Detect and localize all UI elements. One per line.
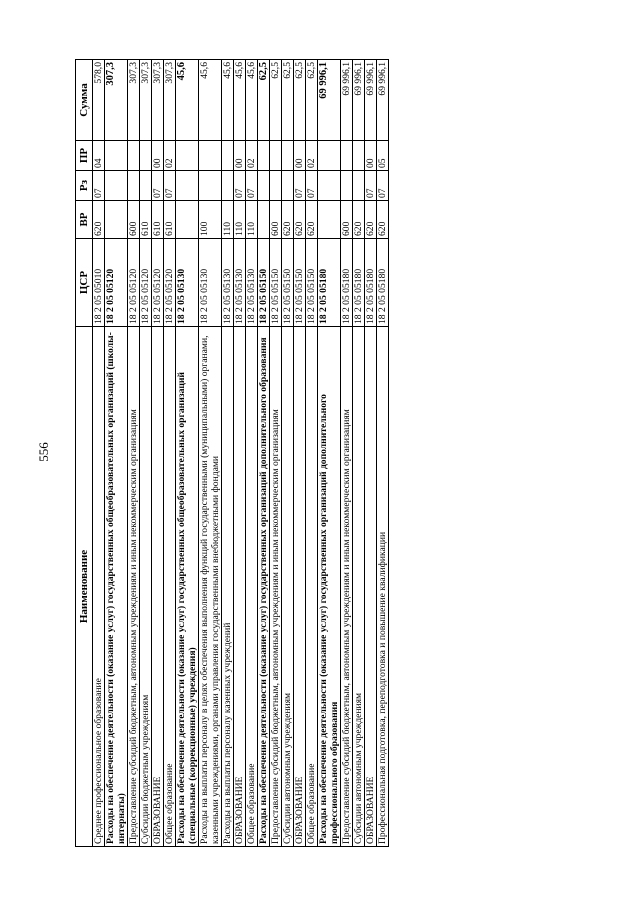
- cell-sum: 62,5: [270, 60, 282, 141]
- cell-rz: [140, 171, 152, 201]
- cell-vr: 610: [164, 201, 176, 239]
- header-sum: Сумма: [76, 60, 93, 141]
- cell-csr: 18 2 05 05150: [306, 239, 318, 327]
- cell-csr: 18 2 05 05130: [222, 239, 234, 327]
- page-number-text: 556: [36, 442, 51, 462]
- cell-vr: [258, 201, 270, 239]
- cell-csr: 18 2 05 05180: [377, 239, 389, 327]
- cell-rz: 07: [93, 171, 105, 201]
- cell-name: Расходы на выплаты персоналу казенных учреждений: [222, 327, 234, 847]
- cell-vr: 620: [353, 201, 365, 239]
- cell-csr: 18 2 05 05130: [199, 239, 222, 327]
- cell-pr: [222, 141, 234, 171]
- cell-name: Профессиональная подготовка, переподготовка и повышение квалификации: [377, 327, 389, 847]
- cell-pr: 02: [306, 141, 318, 171]
- cell-rz: [282, 171, 294, 201]
- cell-csr: 18 2 05 05180: [341, 239, 353, 327]
- table-row: [93, 60, 105, 847]
- table-row: [246, 60, 258, 847]
- cell-name: ОБРАЗОВАНИЕ: [152, 327, 164, 847]
- cell-rz: 07: [365, 171, 377, 201]
- cell-sum: 307,3: [140, 60, 152, 141]
- cell-vr: 600: [341, 201, 353, 239]
- cell-name: Общее образование: [306, 327, 318, 847]
- table-row: [318, 60, 341, 847]
- cell-csr: 18 2 05 05130: [246, 239, 258, 327]
- cell-rz: [270, 171, 282, 201]
- cell-pr: [140, 141, 152, 171]
- cell-vr: 620: [365, 201, 377, 239]
- cell-name: Общее образование: [164, 327, 176, 847]
- cell-vr: 620: [306, 201, 318, 239]
- table-row: [128, 60, 140, 847]
- cell-vr: 110: [222, 201, 234, 239]
- cell-vr: 620: [93, 201, 105, 239]
- cell-pr: [270, 141, 282, 171]
- table-header-row: [76, 60, 93, 847]
- cell-vr: 600: [128, 201, 140, 239]
- cell-vr: 620: [377, 201, 389, 239]
- table-row: [306, 60, 318, 847]
- cell-sum: 69 996,1: [341, 60, 353, 141]
- table-row: [199, 60, 222, 847]
- cell-rz: [258, 171, 270, 201]
- table-rotator: [75, 59, 389, 847]
- cell-vr: 610: [152, 201, 164, 239]
- table-row: [105, 60, 128, 847]
- cell-vr: 110: [234, 201, 246, 239]
- cell-csr: 18 2 05 05120: [140, 239, 152, 327]
- cell-vr: 100: [199, 201, 222, 239]
- cell-vr: [105, 201, 128, 239]
- cell-vr: [176, 201, 199, 239]
- cell-pr: [258, 141, 270, 171]
- cell-sum: 307,3: [128, 60, 140, 141]
- cell-pr: 02: [246, 141, 258, 171]
- table-row: [152, 60, 164, 847]
- cell-csr: 18 2 05 05150: [258, 239, 270, 327]
- cell-csr: 18 2 05 05150: [282, 239, 294, 327]
- cell-rz: [176, 171, 199, 201]
- cell-vr: 620: [294, 201, 306, 239]
- cell-name: Субсидии бюджетным учреждениям: [140, 327, 152, 847]
- table-row: [365, 60, 377, 847]
- cell-csr: 18 2 05 05120: [152, 239, 164, 327]
- cell-name: Субсидии автономным учреждениям: [353, 327, 365, 847]
- cell-pr: [105, 141, 128, 171]
- cell-vr: 110: [246, 201, 258, 239]
- table-row: [282, 60, 294, 847]
- table-row: [176, 60, 199, 847]
- cell-pr: [341, 141, 353, 171]
- cell-rz: 07: [294, 171, 306, 201]
- cell-rz: 07: [164, 171, 176, 201]
- cell-vr: 610: [140, 201, 152, 239]
- table-row: [258, 60, 270, 847]
- cell-name: ОБРАЗОВАНИЕ: [294, 327, 306, 847]
- cell-pr: 02: [164, 141, 176, 171]
- cell-sum: 307,3: [105, 60, 128, 141]
- cell-csr: 18 2 05 05010: [93, 239, 105, 327]
- cell-sum: 69 996,1: [377, 60, 389, 141]
- header-pr: ПР: [76, 141, 93, 171]
- cell-pr: 00: [152, 141, 164, 171]
- cell-rz: [128, 171, 140, 201]
- cell-vr: 600: [270, 201, 282, 239]
- table-row: [222, 60, 234, 847]
- header-name: Наименование: [76, 327, 93, 847]
- cell-sum: 69 996,1: [365, 60, 377, 141]
- cell-rz: 07: [152, 171, 164, 201]
- cell-name: Расходы на выплаты персоналу в целях обеспечения выполнения функций государственными (муниципальными) органами, казенными учреждениями, органами управления государственными внебюджетными фондами: [199, 327, 222, 847]
- cell-rz: [353, 171, 365, 201]
- cell-sum: 45,6: [234, 60, 246, 141]
- cell-sum: 45,6: [176, 60, 199, 141]
- table-row: [164, 60, 176, 847]
- cell-sum: 62,5: [258, 60, 270, 141]
- cell-sum: 45,6: [199, 60, 222, 141]
- table-row: [377, 60, 389, 847]
- table-body: [93, 60, 389, 847]
- header-rz: Рз: [76, 171, 93, 201]
- cell-name: Расходы на обеспечение деятельности (оказание услуг) государственных организаций дополнительного образования: [258, 327, 270, 847]
- cell-name: Расходы на обеспечение деятельности (оказание услуг) государственных общеобразовательных организаций (школы-интернаты): [105, 327, 128, 847]
- cell-csr: 18 2 05 05120: [105, 239, 128, 327]
- cell-rz: [105, 171, 128, 201]
- cell-sum: 307,3: [164, 60, 176, 141]
- cell-pr: [353, 141, 365, 171]
- cell-pr: [282, 141, 294, 171]
- cell-pr: [199, 141, 222, 171]
- cell-csr: 18 2 05 05180: [318, 239, 341, 327]
- cell-pr: 00: [294, 141, 306, 171]
- cell-csr: 18 2 05 05150: [270, 239, 282, 327]
- table-row: [294, 60, 306, 847]
- table-row: [140, 60, 152, 847]
- cell-name: Предоставление субсидий бюджетным, автономным учреждениям и иным некоммерческим организациям: [128, 327, 140, 847]
- cell-rz: [222, 171, 234, 201]
- cell-name: Общее образование: [246, 327, 258, 847]
- cell-pr: [128, 141, 140, 171]
- cell-vr: [318, 201, 341, 239]
- cell-sum: 62,5: [282, 60, 294, 141]
- cell-pr: [176, 141, 199, 171]
- table-row: [270, 60, 282, 847]
- cell-rz: 07: [246, 171, 258, 201]
- cell-name: Расходы на обеспечение деятельности (оказание услуг) государственных общеобразовательных организаций (специальные (коррекционные) учреждения): [176, 327, 199, 847]
- cell-pr: [318, 141, 341, 171]
- cell-csr: 18 2 05 05180: [353, 239, 365, 327]
- table-row: [353, 60, 365, 847]
- cell-sum: 45,6: [222, 60, 234, 141]
- cell-name: ОБРАЗОВАНИЕ: [365, 327, 377, 847]
- cell-rz: 07: [306, 171, 318, 201]
- header-vr: ВР: [76, 201, 93, 239]
- cell-pr: 05: [377, 141, 389, 171]
- cell-sum: 578,0: [93, 60, 105, 141]
- cell-csr: 18 2 05 05120: [164, 239, 176, 327]
- cell-pr: 00: [234, 141, 246, 171]
- cell-sum: 62,5: [294, 60, 306, 141]
- cell-name: Расходы на обеспечение деятельности (оказание услуг) государственных организаций дополнительного профессионального образования: [318, 327, 341, 847]
- cell-rz: [318, 171, 341, 201]
- cell-sum: 69 996,1: [353, 60, 365, 141]
- cell-rz: [199, 171, 222, 201]
- cell-csr: 18 2 05 05180: [365, 239, 377, 327]
- cell-pr: 04: [93, 141, 105, 171]
- cell-csr: 18 2 05 05120: [128, 239, 140, 327]
- cell-name: Предоставление субсидий бюджетным, автономным учреждениям и иным некоммерческим организациям: [341, 327, 353, 847]
- cell-vr: 620: [282, 201, 294, 239]
- cell-pr: 00: [365, 141, 377, 171]
- cell-csr: 18 2 05 05130: [234, 239, 246, 327]
- cell-name: Среднее профессиональное образование: [93, 327, 105, 847]
- cell-sum: 307,3: [152, 60, 164, 141]
- cell-sum: 69 996,1: [318, 60, 341, 141]
- cell-rz: 07: [234, 171, 246, 201]
- cell-name: ОБРАЗОВАНИЕ: [234, 327, 246, 847]
- cell-name: Субсидии автономным учреждениям: [282, 327, 294, 847]
- budget-table: [75, 59, 389, 847]
- cell-sum: 62,5: [306, 60, 318, 141]
- header-csr: ЦСР: [76, 239, 93, 327]
- table-row: [234, 60, 246, 847]
- cell-csr: 18 2 05 05130: [176, 239, 199, 327]
- cell-sum: 45,6: [246, 60, 258, 141]
- cell-name: Предоставление субсидий бюджетным, автономным учреждениям и иным некоммерческим организациям: [270, 327, 282, 847]
- table-row: [341, 60, 353, 847]
- cell-csr: 18 2 05 05150: [294, 239, 306, 327]
- cell-rz: 07: [377, 171, 389, 201]
- cell-rz: [341, 171, 353, 201]
